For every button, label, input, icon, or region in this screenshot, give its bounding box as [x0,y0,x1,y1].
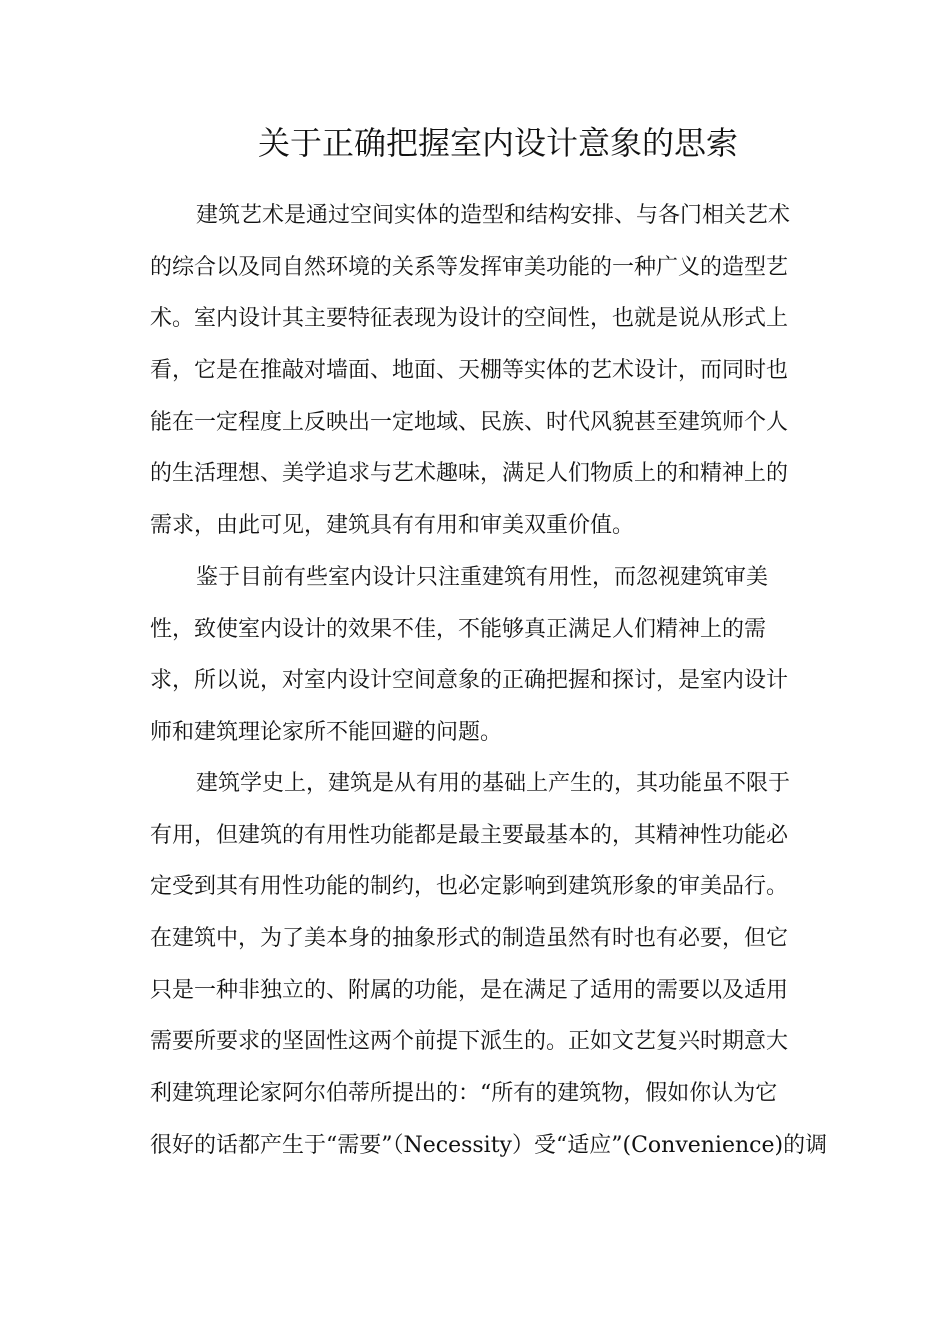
paragraph-line: 需求，由此可见，建筑具有有用和审美双重价值。 [150,513,635,539]
paragraph-line: 师和建筑理论家所不能回避的问题。 [150,720,503,746]
paragraph-line: 建筑学史上，建筑是从有用的基础上产生的，其功能虽不限于 [196,771,791,796]
paragraph-line: 鉴于目前有些室内设计只注重建筑有用性，而忽视建筑审美 [196,565,769,590]
paragraph-line: 能在一定程度上反映出一定地域、民族、时代风貌甚至建筑师个人 [150,409,789,435]
paragraph-line: 建筑艺术是通过空间实体的造型和结构安排、与各门相关艺术 [196,203,791,228]
paragraph-line: 只是一种非独立的、附属的功能，是在满足了适用的需要以及适用 [150,977,789,1003]
paragraph-line: 求，所以说，对室内设计空间意象的正确把握和探讨，是室内设计 [150,668,789,694]
paragraph-line: 定受到其有用性功能的制约，也必定影响到建筑形象的审美品行。 [150,874,789,900]
document-title: 关于正确把握室内设计意象的思索 [258,124,739,162]
paragraph-2 [150,552,810,759]
paragraph-line: 性，致使室内设计的效果不佳，不能够真正满足人们精神上的需 [150,616,767,642]
paragraph-line: 在建筑中，为了美本身的抽象形式的制造虽然有时也有必要，但它 [150,926,789,952]
paragraph-line: 很好的话都产生于“需要”（Necessity）受“适应”(Convenience)的调 [150,1132,828,1158]
paragraph-line: 的生活理想、美学追求与艺术趣味，满足人们物质上的和精神上的 [150,461,789,487]
paragraph-line: 看，它是在推敲对墙面、地面、天棚等实体的艺术设计，而同时也 [150,358,789,384]
paragraph-line: 的综合以及同自然环境的关系等发挥审美功能的一种广义的造型艺 [150,254,789,280]
paragraph-line: 术。室内设计其主要特征表现为设计的空间性，也就是说从形式上 [150,306,789,332]
paragraph-3 [150,758,828,1172]
paragraph-line: 利建筑理论家阿尔伯蒂所提出的：“所有的建筑物，假如你认为它 [150,1081,778,1107]
paragraph-1 [150,190,810,552]
paragraph-line: 有用，但建筑的有用性功能都是最主要最基本的，其精神性功能必 [150,822,789,848]
paragraph-line: 需要所要求的坚固性这两个前提下派生的。正如文艺复兴时期意大 [150,1029,789,1055]
